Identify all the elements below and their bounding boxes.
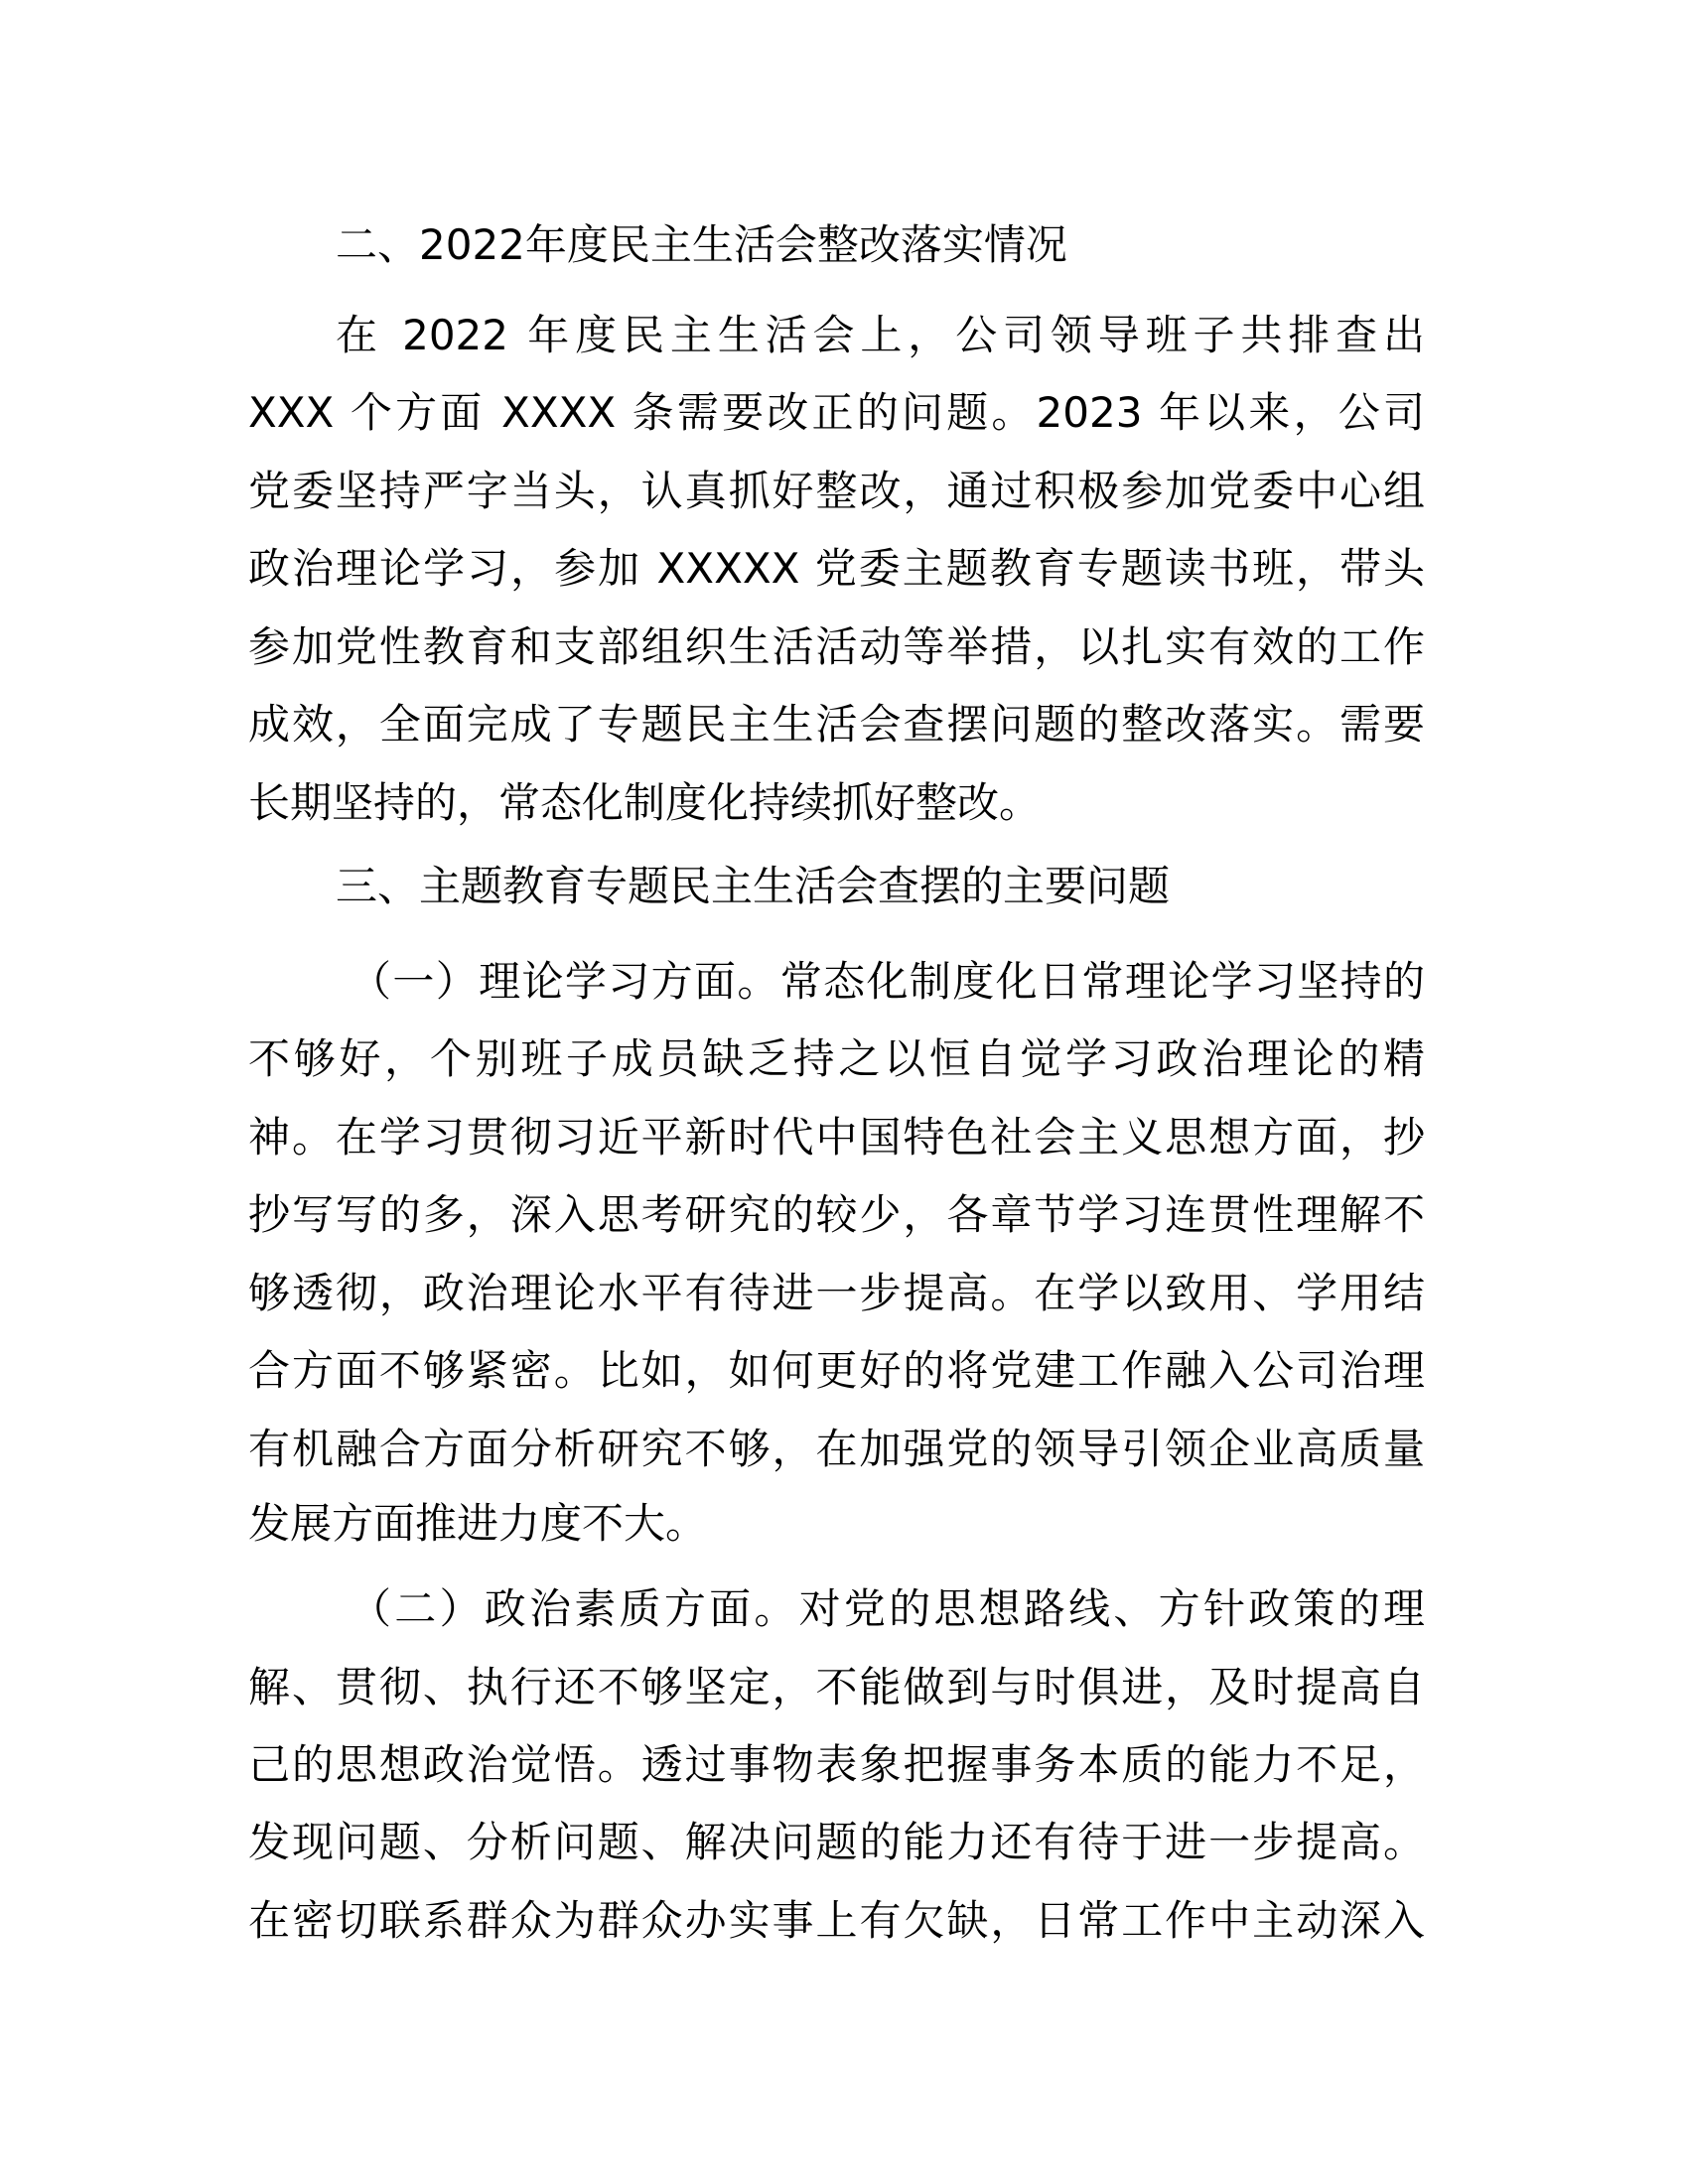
text-line: 党委坚持严字当头，认真抓好整改，通过积极参加党委中心组 xyxy=(248,467,1425,515)
text-line: 合方面不够紧密。比如，如何更好的将党建工作融入公司治理 xyxy=(248,1346,1425,1395)
text-line: 长期坚持的，常态化制度化持续抓好整改。 xyxy=(248,778,1042,827)
text-line: 发展方面推进力度不大。 xyxy=(248,1499,708,1548)
text-line: 不够好，个别班子成员缺乏持之以恒自觉学习政治理论的精 xyxy=(248,1034,1425,1083)
text-line: 在 2022 年度民主生活会上，公司领导班子共排查出 xyxy=(336,311,1425,359)
text-line: 在密切联系群众为群众办实事上有欠缺，日常工作中主动深入 xyxy=(248,1896,1425,1945)
text-line: （二）政治素质方面。对党的思想路线、方针政策的理 xyxy=(350,1584,1425,1633)
text-line: 够透彻，政治理论水平有待进一步提高。在学以致用、学用结 xyxy=(248,1269,1425,1317)
section-heading: 二、2022年度民主生活会整改落实情况 xyxy=(336,220,1067,269)
text-line: XXX 个方面 XXXX 条需要改正的问题。2023 年以来，公司 xyxy=(248,388,1425,437)
text-line: 神。在学习贯彻习近平新时代中国特色社会主义思想方面，抄 xyxy=(248,1113,1425,1161)
text-line: 己的思想政治觉悟。透过事物表象把握事务本质的能力不足， xyxy=(248,1740,1425,1789)
text-line: 政治理论学习，参加 XXXXX 党委主题教育专题读书班，带头 xyxy=(248,544,1425,593)
text-line: 参加党性教育和支部组织生活活动等举措，以扎实有效的工作 xyxy=(248,622,1425,671)
text-line: （一）理论学习方面。常态化制度化日常理论学习坚持的 xyxy=(350,957,1425,1006)
text-line: 发现问题、分析问题、解决问题的能力还有待于进一步提高。 xyxy=(248,1818,1425,1866)
text-line: 有机融合方面分析研究不够，在加强党的领导引领企业高质量 xyxy=(248,1425,1425,1473)
text-line: 成效，全面完成了专题民主生活会查摆问题的整改落实。需要 xyxy=(248,700,1425,749)
section-heading: 三、主题教育专题民主生活会查摆的主要问题 xyxy=(336,862,1171,910)
text-line: 抄写写的多，深入思考研究的较少，各章节学习连贯性理解不 xyxy=(248,1190,1425,1239)
text-line: 解、贯彻、执行还不够坚定，不能做到与时俱进，及时提高自 xyxy=(248,1663,1425,1711)
